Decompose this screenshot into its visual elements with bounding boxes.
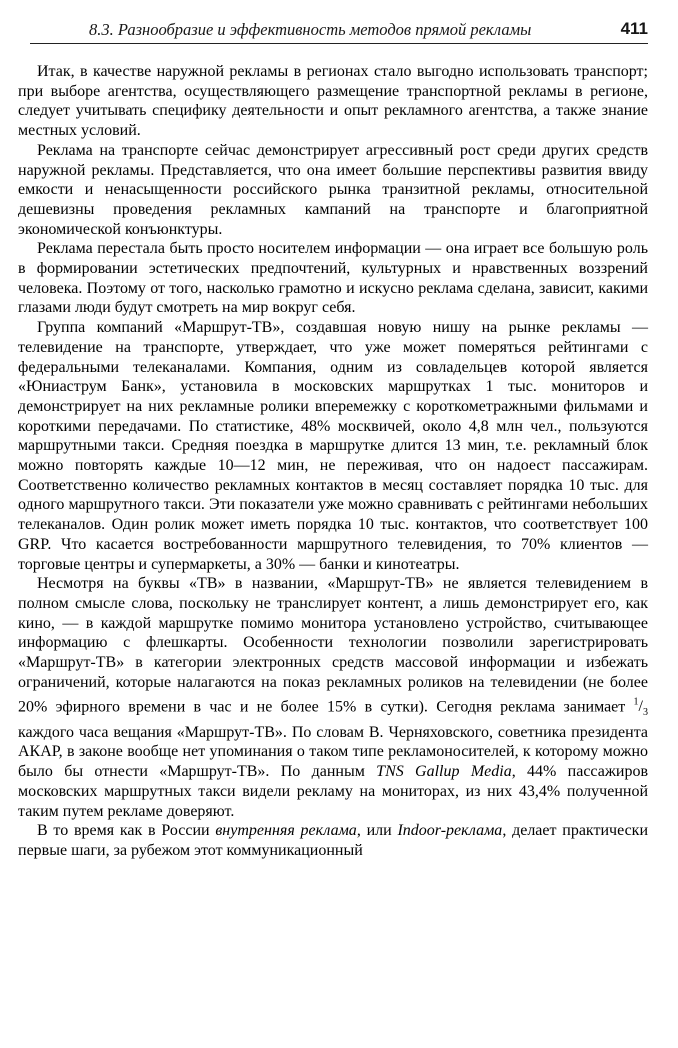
fraction-denominator: 3	[643, 707, 648, 719]
paragraph-text: , 44% пассажиров московских маршрутных такси видели рекламу на мониторах, из них 43,4% полученной таким путем рекламе доверяют.	[18, 763, 649, 820]
paragraph	[18, 574, 648, 821]
page-header	[18, 20, 648, 42]
running-title: 8.3. Разнообразие и эффективность методов прямой рекламы	[89, 20, 532, 39]
fraction: $^1/_3$	[633, 696, 648, 719]
paragraph: Реклама на транспорте сейчас демонстрирует агрессивный рост среди других средств наружной рекламы. Представляется, что она имеет большие перспективы развития ввиду емкости и ненасыщенности российского рынка транзитной рекламы, относительной дешевизны проведения рекламных кампаний на транспорте и благоприятной экономической конъюнктуры.	[18, 141, 648, 238]
paragraph-text: каждого часа вещания «Маршрут-ТВ». По словам В. Черняховского, советника президента АКАР, в законе вообще нет упоминания о таком типе рекламоносителей, к которому можно было бы отнести «Маршрут-ТВ». По данным	[18, 723, 648, 781]
paragraph	[18, 821, 648, 860]
fraction-numerator: 1	[633, 696, 639, 708]
term-emphasis: внутренняя реклама	[215, 822, 357, 840]
paragraph-text: В то время как в России	[37, 822, 216, 840]
source-name: TNS Gallup Media	[376, 763, 512, 781]
paragraph: Итак, в качестве наружной рекламы в регионах стало выгодно использовать транспорт; при выборе агентства, осуществляющего размещение транспортной рекламы в регионе, следует учитывать специфику деятельности и опыт рекламного агентства, а также знание местных условий.	[18, 63, 648, 140]
header-rule	[30, 43, 648, 44]
paragraph: Реклама перестала быть просто носителем информации — она играет все большую роль в формировании эстетических предпочтений, культурных и нравственных воззрений человека. Поэтому от того, насколько грамотно и искусно реклама сделана, зависит, какими глазами люди будут смотреть на мир вокруг себя.	[18, 240, 648, 317]
paragraph-text: , делает практически первые шаги, за рубежом этот коммуникационный	[18, 822, 649, 859]
paragraph-text: , или	[356, 822, 398, 840]
term-emphasis: Indoor-реклама	[397, 822, 503, 840]
body-text	[18, 62, 648, 861]
page-number: 411	[620, 19, 648, 38]
paragraph: Группа компаний «Маршрут-ТВ», создавшая новую нишу на рынке рекламы — телевидение на транспорте, утверждает, что уже может померяться рейтингами с федеральными телеканалами. Компания, одним из совладельцев которой является «Юниаструм Банк», установила в московских маршрутках 1 тыс. мониторов и демонстрирует на них рекламные ролики вперемежку с короткометражными фильмами и короткими передачами. По статистике, 48% москвичей, около 4,8 млн чел., пользуются маршрутными такси. Средняя поездка в маршрутке длится 13 мин, т.е. рекламный блок можно повторять каждые 10—12 мин, не переживая, что он надоест пассажирам. Соответственно количество рекламных контактов в месяц составляет порядка 10 тыс. для одного маршрутного такси. Эти показатели уже можно сравнивать с рейтингами небольших телеканалов. Один ролик может иметь порядка 10 тыс. контактов, что соответствует 100 GRP. Что касается востребованности маршрутного телевидения, то 70% клиентов — торговые центры и супермаркеты, а 30% — банки и кинотеатры.	[18, 319, 648, 573]
paragraph-text: Несмотря на буквы «ТВ» в названии, «Маршрут-ТВ» не является телевидением в полном смысле слова, поскольку не транслирует контент, а лишь демонстрирует его, как кино, — в каждой маршрутке помимо монитора установлено устройство, считывающее информацию с флешкарты. Особенности технологии позволили зарегистрировать «Маршрут-ТВ» в категории электронных средств массовой информации и избежать ограничений, которые налагаются на показ рекламных роликов на телевидении (не более 20% эфирного времени в час и не более 15% в сутки). Сегодня реклама занимает	[18, 575, 648, 715]
